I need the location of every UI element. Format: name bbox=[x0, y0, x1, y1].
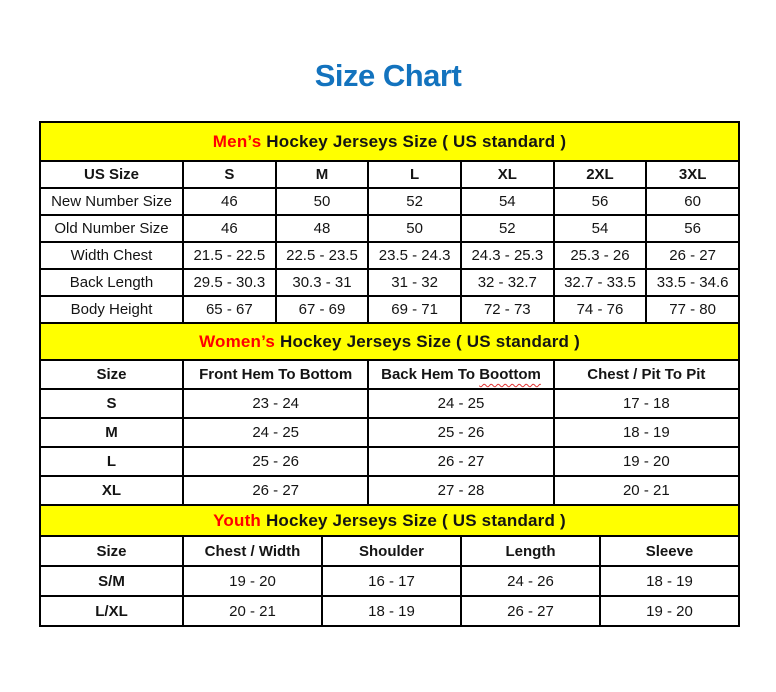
data-cell: 25.3 - 26 bbox=[554, 242, 647, 269]
data-cell: 56 bbox=[646, 215, 739, 242]
caption-rest-text: Hockey Jerseys Size ( US standard ) bbox=[261, 131, 567, 151]
table-row bbox=[40, 389, 739, 418]
row-label-cell: Back Length bbox=[40, 269, 183, 296]
row-label-cell: XL bbox=[40, 476, 183, 505]
data-cell: 74 - 76 bbox=[554, 296, 647, 323]
table-row bbox=[40, 269, 739, 296]
data-cell: 65 - 67 bbox=[183, 296, 276, 323]
header-cell: Size bbox=[40, 536, 183, 566]
data-cell: 26 - 27 bbox=[646, 242, 739, 269]
data-cell: 24.3 - 25.3 bbox=[461, 242, 554, 269]
data-cell: 72 - 73 bbox=[461, 296, 554, 323]
data-cell: 50 bbox=[368, 215, 461, 242]
header-cell: Shoulder bbox=[322, 536, 461, 566]
data-cell: 46 bbox=[183, 215, 276, 242]
table-row bbox=[40, 476, 739, 505]
data-cell: 46 bbox=[183, 188, 276, 215]
table-row bbox=[40, 566, 739, 596]
data-cell: 20 - 21 bbox=[183, 596, 322, 626]
row-label-cell: L bbox=[40, 447, 183, 476]
data-cell: 18 - 19 bbox=[322, 596, 461, 626]
header-cell: M bbox=[276, 161, 369, 188]
header-cell: XL bbox=[461, 161, 554, 188]
womens-size-table bbox=[39, 322, 740, 506]
header-cell: Front Hem To Bottom bbox=[183, 360, 368, 389]
header-row bbox=[40, 161, 739, 188]
header-row bbox=[40, 360, 739, 389]
data-cell: 25 - 26 bbox=[183, 447, 368, 476]
row-label-cell: S/M bbox=[40, 566, 183, 596]
header-cell: 2XL bbox=[554, 161, 647, 188]
table-caption bbox=[40, 323, 739, 360]
table-row bbox=[40, 215, 739, 242]
row-label-cell: M bbox=[40, 418, 183, 447]
data-cell: 52 bbox=[461, 215, 554, 242]
data-cell: 21.5 - 22.5 bbox=[183, 242, 276, 269]
caption-accent-text: Men’s bbox=[212, 131, 262, 151]
header-cell: 3XL bbox=[646, 161, 739, 188]
table-row bbox=[40, 447, 739, 476]
table-row bbox=[40, 242, 739, 269]
data-cell: 54 bbox=[554, 215, 647, 242]
womens-caption-row bbox=[40, 323, 739, 360]
data-cell: 32 - 32.7 bbox=[461, 269, 554, 296]
data-cell: 19 - 20 bbox=[183, 566, 322, 596]
header-cell: L bbox=[368, 161, 461, 188]
data-cell: 25 - 26 bbox=[368, 418, 553, 447]
table-row bbox=[40, 596, 739, 626]
header-cell: US Size bbox=[40, 161, 183, 188]
data-cell: 24 - 25 bbox=[183, 418, 368, 447]
row-label-cell: Body Height bbox=[40, 296, 183, 323]
data-cell: 31 - 32 bbox=[368, 269, 461, 296]
data-cell: 19 - 20 bbox=[600, 596, 739, 626]
data-cell: 18 - 19 bbox=[554, 418, 739, 447]
table-caption bbox=[40, 505, 739, 536]
header-row bbox=[40, 536, 739, 566]
data-cell: 29.5 - 30.3 bbox=[183, 269, 276, 296]
row-label-cell: Old Number Size bbox=[40, 215, 183, 242]
row-label-cell: New Number Size bbox=[40, 188, 183, 215]
misspelled-word: Boottom bbox=[479, 366, 541, 383]
data-cell: 23 - 24 bbox=[183, 389, 368, 418]
data-cell: 50 bbox=[276, 188, 369, 215]
data-cell: 16 - 17 bbox=[322, 566, 461, 596]
table-caption bbox=[40, 122, 739, 161]
data-cell: 24 - 26 bbox=[461, 566, 600, 596]
row-label-cell: L/XL bbox=[40, 596, 183, 626]
table-row bbox=[40, 188, 739, 215]
data-cell: 77 - 80 bbox=[646, 296, 739, 323]
data-cell: 30.3 - 31 bbox=[276, 269, 369, 296]
header-cell: Back Hem To Boottom bbox=[368, 360, 553, 389]
table-row bbox=[40, 418, 739, 447]
youth-size-table bbox=[39, 504, 740, 627]
data-cell: 32.7 - 33.5 bbox=[554, 269, 647, 296]
data-cell: 23.5 - 24.3 bbox=[368, 242, 461, 269]
data-cell: 22.5 - 23.5 bbox=[276, 242, 369, 269]
data-cell: 27 - 28 bbox=[368, 476, 553, 505]
data-cell: 26 - 27 bbox=[183, 476, 368, 505]
header-cell: Size bbox=[40, 360, 183, 389]
header-cell: Length bbox=[461, 536, 600, 566]
data-cell: 67 - 69 bbox=[276, 296, 369, 323]
mens-caption-row bbox=[40, 122, 739, 161]
data-cell: 69 - 71 bbox=[368, 296, 461, 323]
table-row bbox=[40, 296, 739, 323]
data-cell: 20 - 21 bbox=[554, 476, 739, 505]
header-cell: Sleeve bbox=[600, 536, 739, 566]
caption-accent-text: Women’s bbox=[199, 331, 276, 351]
mens-size-table bbox=[39, 121, 740, 324]
data-cell: 18 - 19 bbox=[600, 566, 739, 596]
page-title: Size Chart bbox=[314, 58, 462, 93]
data-cell: 52 bbox=[368, 188, 461, 215]
caption-accent-text: Youth bbox=[213, 510, 262, 530]
data-cell: 26 - 27 bbox=[368, 447, 553, 476]
data-cell: 26 - 27 bbox=[461, 596, 600, 626]
youth-caption-row bbox=[40, 505, 739, 536]
data-cell: 56 bbox=[554, 188, 647, 215]
data-cell: 60 bbox=[646, 188, 739, 215]
data-cell: 54 bbox=[461, 188, 554, 215]
data-cell: 17 - 18 bbox=[554, 389, 739, 418]
header-cell: S bbox=[183, 161, 276, 188]
caption-rest-text: Hockey Jerseys Size ( US standard ) bbox=[275, 331, 580, 351]
header-cell: Chest / Pit To Pit bbox=[554, 360, 739, 389]
size-tables bbox=[39, 121, 740, 627]
row-label-cell: S bbox=[40, 389, 183, 418]
caption-rest-text: Hockey Jerseys Size ( US standard ) bbox=[261, 510, 566, 530]
data-cell: 19 - 20 bbox=[554, 447, 739, 476]
row-label-cell: Width Chest bbox=[40, 242, 183, 269]
data-cell: 48 bbox=[276, 215, 369, 242]
header-cell: Chest / Width bbox=[183, 536, 322, 566]
data-cell: 33.5 - 34.6 bbox=[646, 269, 739, 296]
data-cell: 24 - 25 bbox=[368, 389, 553, 418]
